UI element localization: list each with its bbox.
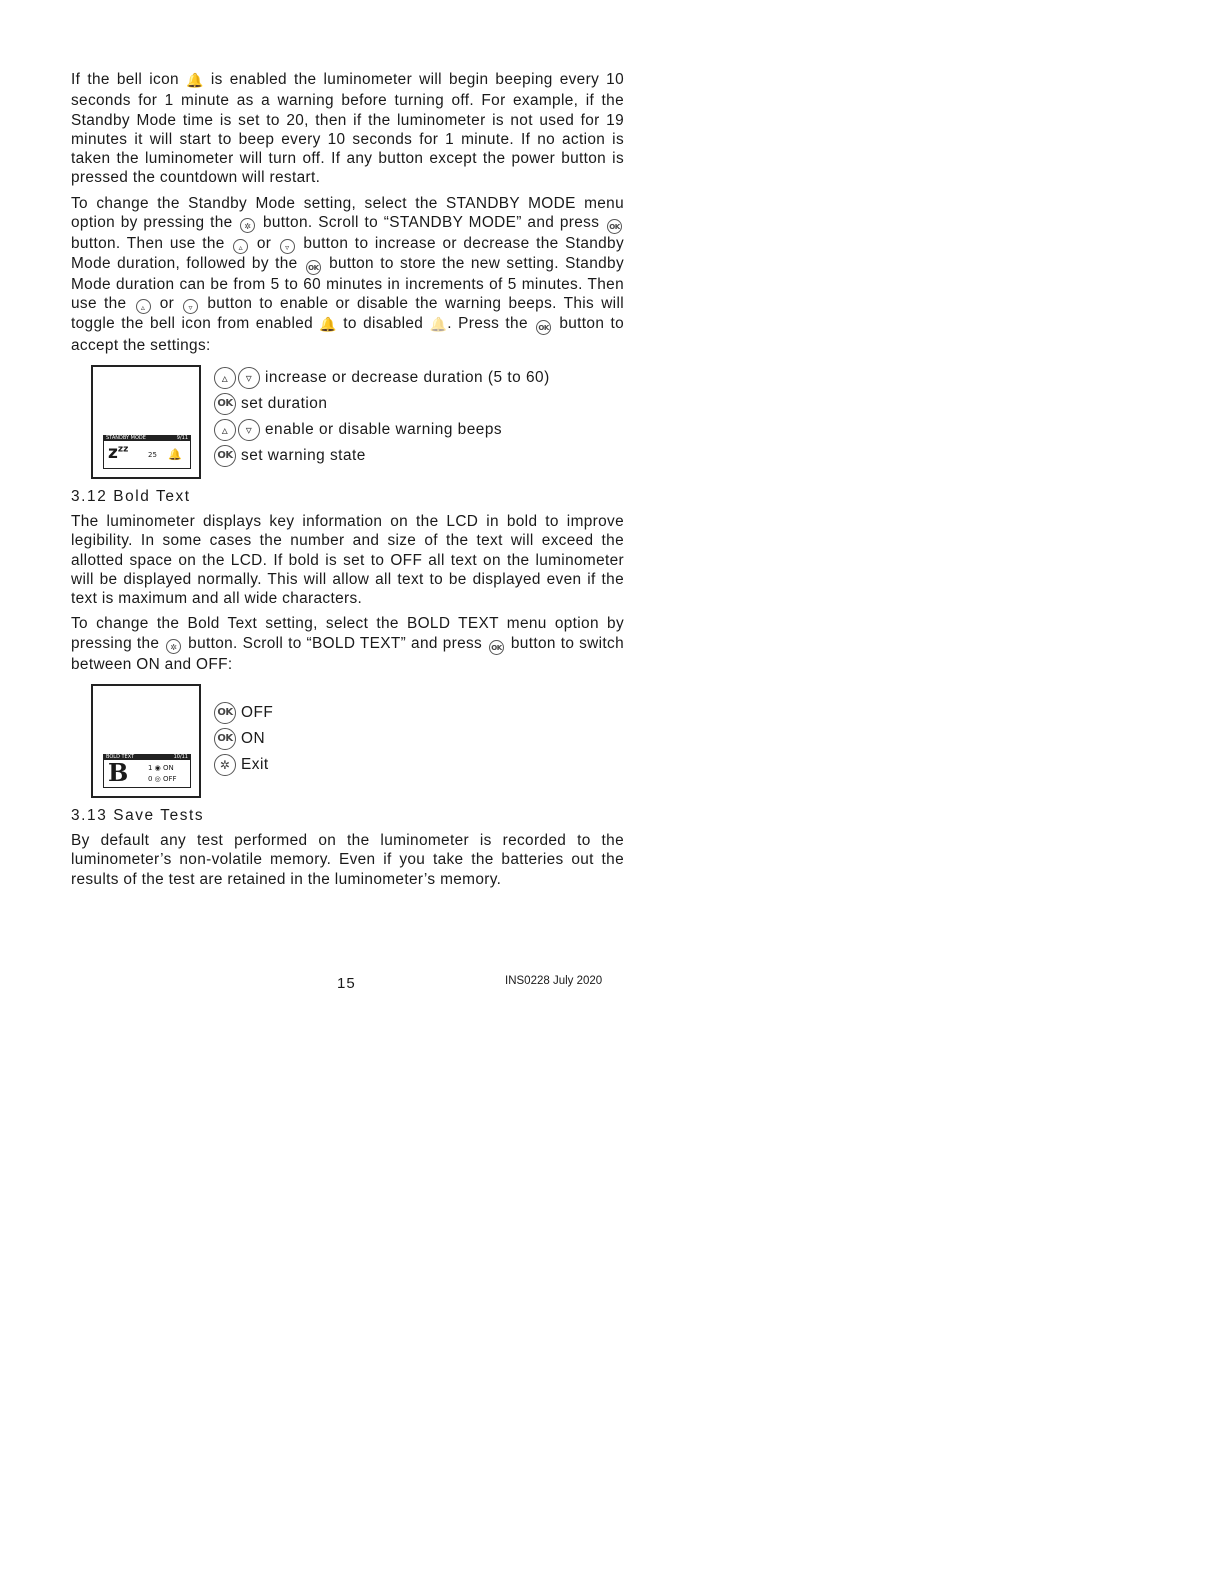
ok-button-icon: OK <box>214 445 236 467</box>
down-button-icon: ▿ <box>238 419 260 441</box>
ok-button-icon: OK <box>214 728 236 750</box>
up-button-icon: ▵ <box>136 299 151 314</box>
standby-paragraph-2: To change the Standby Mode setting, select the STANDBY MODE menu option by pressing the ✲ button. Scroll to “STANDBY MODE” and press OK button. Then use the ▵ or ▿ button to increase or decrease the Standby Mode duration, followed by the OK button to store the new setting. Standby Mode duration can be from 5 to 60 minutes in increments of 5 minutes. Then use the ▵ or ▿ button to enable or disable the warning beeps. This will toggle the bell icon from enabled 🔔 to disabled 🔔. Press the OK button to accept the settings: <box>71 194 624 354</box>
ok-button-icon: OK <box>214 702 236 724</box>
list-item: OK ON <box>213 726 273 752</box>
menu-button-icon: ✲ <box>214 754 236 776</box>
lcd-on-option: 1 ◉ ON <box>148 764 174 773</box>
ok-button-icon: OK <box>607 219 622 234</box>
bold-text-paragraph-1: The luminometer displays key information on the LCD in bold to improve legibility. In some cases the number and size of the text will exceed the allotted space on the LCD. If bold is set to OFF all text on the luminometer will be displayed normally. This will allow all text to be displayed even if the text is maximum and all wide characters. <box>71 512 624 608</box>
list-item: ✲ Exit <box>213 752 273 778</box>
down-button-icon: ▿ <box>183 299 198 314</box>
document-reference: INS0228 July 2020 <box>505 975 603 987</box>
lcd-duration-value: 25 <box>148 450 157 459</box>
up-button-icon: ▵ <box>214 419 236 441</box>
bold-text-paragraph-2: To change the Bold Text setting, select the BOLD TEXT menu option by pressing the ✲ button. Scroll to “BOLD TEXT” and press OK button to switch between ON and OFF: <box>71 615 624 673</box>
up-button-icon: ▵ <box>214 367 236 389</box>
down-button-icon: ▿ <box>280 239 295 254</box>
menu-button-icon: ✲ <box>240 218 255 233</box>
section-heading-save-tests: 3.13 Save Tests <box>71 807 205 825</box>
ok-button-icon: OK <box>536 320 551 335</box>
list-item: OK OFF <box>213 700 273 726</box>
lcd-title-bar: BOLD TEXT 10/11 <box>103 754 191 760</box>
lcd-bell-icon: 🔔 <box>168 447 182 461</box>
list-item: ▵ ▿ enable or disable warning beeps <box>213 417 550 443</box>
sleep-icon: $z^{zz}$ <box>108 442 129 463</box>
standby-mode-lcd-screen <box>91 365 201 479</box>
list-item: ▵ ▿ increase or decrease duration (5 to 60) <box>213 365 550 391</box>
bold-text-figure <box>91 684 624 798</box>
list-item: OK set duration <box>213 391 550 417</box>
bold-options-list <box>213 700 273 778</box>
lcd-title-bar: STANDBY MODE 9/11 <box>103 435 191 441</box>
bell-enabled-icon: 🔔 <box>319 317 338 334</box>
bell-disabled-icon: 🔔 <box>429 317 448 334</box>
ok-button-icon: OK <box>214 393 236 415</box>
standby-options-list <box>213 365 550 469</box>
lcd-content <box>103 760 191 788</box>
standby-mode-figure <box>91 365 624 479</box>
bell-enabled-icon: 🔔 <box>185 73 204 89</box>
ok-button-icon: OK <box>489 640 504 655</box>
menu-button-icon: ✲ <box>166 639 181 654</box>
section-heading-bold-text: 3.12 Bold Text <box>71 487 191 505</box>
standby-paragraph-1: If the bell icon 🔔 is enabled the luminometer will begin beeping every 10 seconds for 1 minute as a warning before turning off. For example, if the Standby Mode time is set to 20, then if the luminometer is not used for 19 minutes it will start to beep every 10 seconds for 1 minute. If no action is taken the luminometer will turn off. If any button except the power button is pressed the countdown will restart. <box>71 71 624 187</box>
bold-b-icon: B <box>108 758 129 788</box>
list-item: OK set warning state <box>213 443 550 469</box>
down-button-icon: ▿ <box>238 367 260 389</box>
ok-button-icon: OK <box>306 260 321 275</box>
page-content <box>71 70 624 895</box>
bold-text-lcd-screen <box>91 684 201 798</box>
lcd-content <box>103 441 191 469</box>
save-tests-paragraph: By default any test performed on the luminometer is recorded to the luminometer’s non-volatile memory. Even if you take the batteries out the results of the test are retained in the luminometer’s memory. <box>71 832 624 888</box>
page-number: 15 <box>337 975 356 992</box>
lcd-off-option: 0 ◎ OFF <box>148 775 177 784</box>
up-button-icon: ▵ <box>233 239 248 254</box>
